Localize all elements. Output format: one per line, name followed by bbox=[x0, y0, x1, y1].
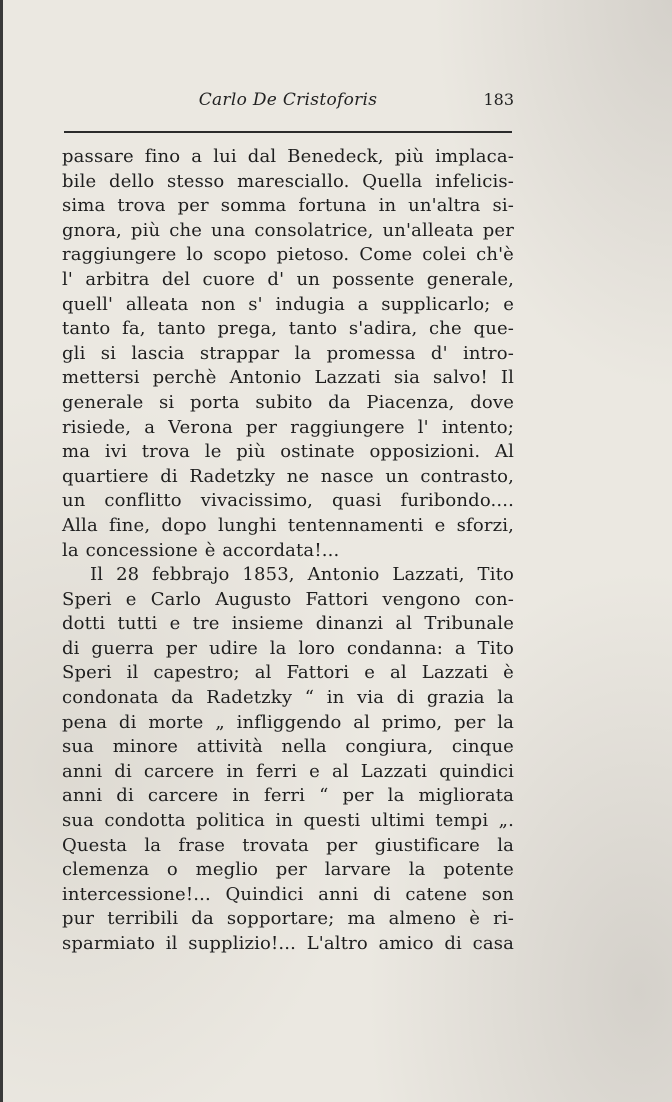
text-line: pur terribili da sopportare; ma almeno è ri- bbox=[62, 908, 514, 930]
running-head: Carlo De Cristoforis bbox=[198, 90, 378, 110]
text-line: Alla fine, dopo lunghi tentennamenti e sforzi, bbox=[62, 514, 514, 536]
text-line: sparmiato il supplizio!... L'altro amico di casa bbox=[62, 933, 514, 954]
text-line: quartiere di Radetzky ne nasce un contrasto, bbox=[62, 465, 514, 487]
text-line: l' arbitra del cuore d' un possente generale, bbox=[62, 268, 514, 290]
text-line: Questa la frase trovata per giustificare la bbox=[62, 834, 514, 856]
text-line: quell' alleata non s' indugia a supplicarlo; e bbox=[62, 293, 514, 315]
text-line: anni di carcere in ferri e al Lazzati quindici bbox=[62, 760, 514, 782]
text-line: di guerra per udire la loro condanna: a Tito bbox=[62, 637, 514, 659]
body-text bbox=[62, 145, 514, 957]
header-rule bbox=[64, 131, 512, 133]
text-line: un conflitto vivacissimo, quasi furibondo.... bbox=[62, 490, 514, 512]
text-line: Speri e Carlo Augusto Fattori vengono con- bbox=[62, 588, 514, 610]
text-line: risiede, a Verona per raggiungere l' intento; bbox=[62, 416, 514, 438]
page-number: 183 bbox=[483, 90, 514, 109]
text-line: sua condotta politica in questi ultimi tempi „. bbox=[62, 810, 514, 832]
text-line: gli si lascia strappar la promessa d' intro- bbox=[62, 342, 514, 364]
text-line: pena di morte „ infliggendo al primo, per la bbox=[62, 711, 514, 733]
text-line: generale si porta subito da Piacenza, dove bbox=[62, 391, 514, 413]
text-line: sua minore attività nella congiura, cinque bbox=[62, 736, 514, 758]
text-line: Il 28 febbrajo 1853, Antonio Lazzati, Tito bbox=[90, 564, 514, 586]
text-line: la concessione è accordata!... bbox=[62, 539, 340, 561]
text-line: Speri il capestro; al Fattori e al Lazzati è bbox=[62, 662, 514, 684]
page-header bbox=[62, 90, 514, 116]
text-line: raggiungere lo scopo pietoso. Come colei ch'è bbox=[62, 244, 514, 266]
text-line: gnora, più che una consolatrice, un'alleata per bbox=[62, 219, 514, 241]
text-line: tanto fa, tanto prega, tanto s'adira, che que- bbox=[62, 318, 514, 340]
text-line: dotti tutti e tre insieme dinanzi al Tribunale bbox=[62, 613, 514, 635]
text-line: anni di carcere in ferri “ per la migliorata bbox=[62, 785, 514, 807]
text-line: intercessione!... Quindici anni di catene son bbox=[62, 883, 514, 905]
text-line: sima trova per somma fortuna in un'altra si- bbox=[62, 195, 514, 217]
text-line: passare fino a lui dal Benedeck, più implaca- bbox=[62, 146, 514, 167]
text-line: mettersi perchè Antonio Lazzati sia salvo! Il bbox=[62, 367, 514, 389]
text-line: condonata da Radetzky “ in via di grazia la bbox=[62, 687, 514, 709]
text-line: ma ivi trova le più ostinate opposizioni. Al bbox=[62, 441, 514, 463]
text-line: clemenza o meglio per larvare la potente bbox=[62, 859, 514, 881]
page-binding-edge bbox=[0, 0, 3, 1102]
text-line: bile dello stesso maresciallo. Quella infelicis- bbox=[62, 170, 514, 192]
